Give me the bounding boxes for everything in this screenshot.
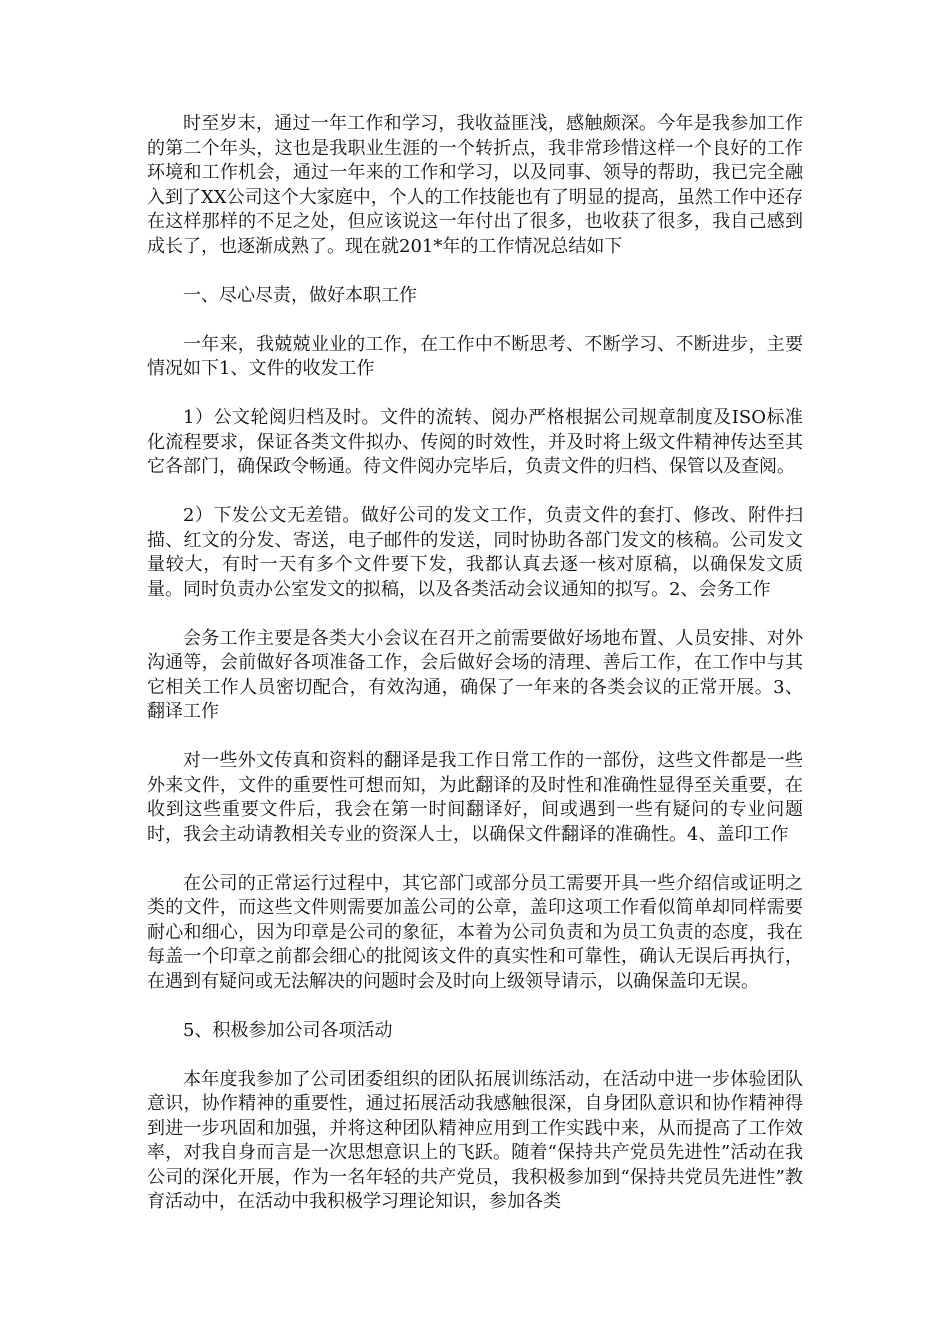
intro-paragraph: 时至岁末，通过一年工作和学习，我收益匪浅，感触颇深。今年是我参加工作的第二个年头，这也是我职业生涯的一个转折点，我非常珍惜这样一个良好的工作环境和工作机会，通过一年来的工作和学习，以及同事、领导的帮助，我已完全融入到了XX公司这个大家庭中，个人的工作技能也有了明显的提高，虽然工作中还存在这样那样的不足之处，但应该说这一年付出了很多，也收获了很多，我自己感到成长了，也逐渐成熟了。现在就201*年的工作情况总结如下 <box>147 113 803 257</box>
item-archiving-paragraph: 1）公文轮阅归档及时。文件的流转、阅办严格根据公司规章制度及ISO标准化流程要求，保证各类文件拟办、传阅的时效性，并及时将上级文件精神传达至其它各部门，确保政令畅通。待文件阅办完毕后，负责文件的归档、保管以及查阅。 <box>147 407 803 477</box>
translation-work-paragraph: 对一些外文传真和资料的翻译是我工作日常工作的一部份，这些文件都是一些外来文件，文件的重要性可想而知，为此翻译的及时性和准确性显得至关重要，在收到这些重要文件后，我会在第一时间翻译好，间或遇到一些有疑问的专业问题时，我会主动请教相关专业的资深人士，以确保文件翻译的准确性。4、盖印工作 <box>147 750 803 845</box>
seal-work-paragraph: 在公司的正常运行过程中，其它部门或部分员工需要开具一些介绍信或证明之类的文件，而这些文件则需要加盖公司的公章，盖印这项工作看似简单却同样需要耐心和细心，因为印章是公司的象征，本着为公司负责和为员工负责的态度，我在每盖一个印章之前都会细心的批阅该文件的真实性和可靠性，确认无误后再执行，在遇到有疑问或无法解决的问题时会及时向上级领导请示，以确保盖印无误。 <box>147 872 803 992</box>
section-heading-5: 5、积极参加公司各项活动 <box>183 1019 393 1041</box>
item-dispatch-paragraph: 2）下发公文无差错。做好公司的发文工作，负责文件的套打、修改、附件扫描、红文的分发、寄送，电子邮件的发送，同时协助各部门发文的核稿。公司发文量较大，有时一天有多个文件要下发，我都认真去逐一核对原稿，以确保发文质量。同时负责办公室发文的拟稿，以及各类活动会议通知的拟写。2、会务工作 <box>147 505 803 600</box>
activities-paragraph: 本年度我参加了公司团委组织的团队拓展训练活动，在活动中进一步体验团队意识，协作精神的重要性，通过拓展活动我感触很深，自身团队意识和协作精神得到进一步巩固和加强，并将这种团队精神应用到工作实践中来，从而提高了工作效率，对我自身而言是一次思想意识上的飞跃。随着“保持共产党员先进性”活动在我公司的深化开展，作为一名年轻的共产党员，我积极参加到“保持共党员先进性”教育活动中，在活动中我积极学习理论知识，参加各类 <box>147 1068 803 1212</box>
overview-paragraph: 一年来，我兢兢业业的工作，在工作中不断思考、不断学习、不断进步，主要情况如下1、文件的收发工作 <box>147 333 803 379</box>
meeting-work-paragraph: 会务工作主要是各类大小会议在召开之前需要做好场地布置、人员安排、对外沟通等，会前做好各项准备工作，会后做好会场的清理、善后工作，在工作中与其它相关工作人员密切配合，有效沟通，确保了一年来的各类会议的正常开展。3、翻译工作 <box>147 627 803 722</box>
section-heading-1: 一、尽心尽责，做好本职工作 <box>183 284 417 306</box>
document-body <box>147 112 803 1239</box>
